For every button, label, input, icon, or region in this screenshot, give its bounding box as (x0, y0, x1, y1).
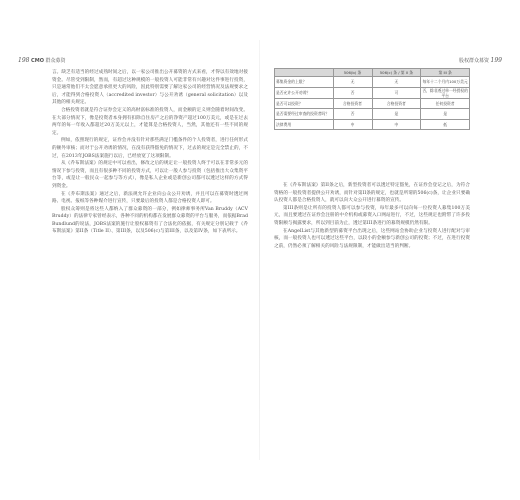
left-page-header (18, 58, 66, 64)
table-cell: 中 (333, 119, 372, 130)
paragraph: 从《乔布斯法案》的规定中可以看出，修改之后的规定让一般投资人终于可以在非常多元的情况下参与投资，而且有很多种不同的投资方式，可以让一般人参与投资（包括推出大众集资平台等，或是让一般民众一起参与等方式），像是私人企业或是新创公司都可以透过这样的方式得到资金。 (52, 161, 248, 189)
table-cell: 是 (421, 109, 470, 120)
table-cell: 否 (333, 87, 372, 98)
right-body-text (274, 182, 470, 250)
table-cell: 是否可以投资？ (275, 98, 334, 109)
table-cell: 任何投资者 (421, 98, 470, 109)
table-cell: 是 (372, 109, 421, 120)
left-body-text (52, 69, 248, 236)
table-cell: 否 (333, 109, 372, 120)
table-cell: 是否需要经过审查的投资者吗？ (275, 109, 334, 120)
table-cell: 募集资金的上限？ (275, 77, 334, 88)
table-header-row (275, 69, 470, 77)
table-cell: 每年十二个月内100万美元 (421, 77, 470, 88)
table-row (275, 98, 470, 109)
right-page-header (459, 58, 502, 64)
page-number: 199 (490, 57, 502, 64)
table-cell: 可 (372, 87, 421, 98)
paragraph: 合格投资者就是符合证券会定义的高财富标准的投资人，而金额的定义则会随着时间改变。在大部分情况下，像是投资者本身拥有扣除自住房产之后的净资产超过100万美元，或是在过去两年的每一年收入都超过20万美元以上，才能算是合格投资人，当然，其他还有一些不同的规定。 (52, 107, 248, 136)
brand-logo: CMO (31, 58, 44, 64)
paragraph: 例如，依照现行的规定，证券会并没有针对那些满足门槛条件的个人投资者，进行任何形式的额外审核；而对于公开劝诱的情况，在没有获得豁免的情况下，过去的规定是完全禁止的，不过，在2013年JOBS法案施行以后，已经放宽了这项限制。 (52, 138, 248, 159)
table-cell: 无 (333, 77, 372, 88)
column-header (275, 69, 334, 77)
table-row (275, 77, 470, 88)
table-cell: 中 (372, 119, 421, 130)
table-cell: 否，除非透过单一经授权的平台 (422, 87, 468, 98)
left-page (0, 58, 260, 438)
column-header: 第 III 条 (421, 69, 470, 77)
paragraph: 股权众筹则是将这些人都纳入了群众募资的一部分，例如律师事务所Van Bruddy（ACV Bruddy）的法律专家曾经表示，各种不同的机构都在发展群众募资的平台与服务，而依据Brad Bundlund的说法，JOBS法案的施行让股权募资有了合法化的依据，有关规定分别记载于《乔布斯法案》第II条（Title II）、第III条，以及506(c)与第III条，以及第IV条，如下表所示。 (52, 206, 248, 235)
running-title: 群众募资 (45, 58, 66, 64)
table-cell: 法律费用 (275, 119, 334, 130)
table-cell: 是否允许公开劝诱？ (275, 87, 334, 98)
paragraph: 在《乔布斯法案》通过之后，新法规允许企业向公众公开劝诱，并且可以在募资时透过网路、电视、报纸等各种媒介进行宣传，只要最后的投资人都是合格投资人即可。 (52, 191, 248, 205)
paragraph: 第III条则是让所有的投资人都可以参与投资，每年最多可以向每一位投资人募集100万美元，而且要透过在证券会注册的中介机构或募资入口网站进行，不过，这些规定也附带了许多投资限额与揭露要求，所以到目前为止，透过第III条进行的募资规模仍然有限。 (274, 205, 470, 226)
table-cell: 合格投资者 (333, 98, 372, 109)
table-cell: 低 (421, 119, 470, 130)
paragraph: 在《乔布斯法案》第II条之后，新型投资者可以透过特定豁免，在证券会登记之后，为符合资格的一般投资者提供公开劝诱，而针对第II条的规定，也就是所谓的506(c)条，让企业只要确认投资人都是合格投资人，就可以向大众公开进行募资的宣传。 (274, 183, 470, 204)
table-cell: 合格投资者 (372, 98, 421, 109)
right-page (260, 58, 520, 438)
column-header: 506(c) 条 / 第 II 条 (372, 69, 421, 77)
paragraph: 在AngelList与其他新型的募资平台出现之后，这些网站会协助企业与投资人进行配对与审核，而一般投资人也可以透过这些平台，以较小的金额参与新创公司的投资；不过，在进行投资之前，仍然必须了解相关的风险与法规限制，才能做出适当的判断。 (274, 228, 470, 249)
paragraph: 言。缺乏有适当的经过成熟时间之后，以一家公司推出公开募资的方式来看，才得以有效地对接资金。尽管受到限制，然而，有超过这种规模的一般投资人可能非常有兴趣对这件事进行投资，只是通常他们不太会愿意承担更大的风险，因此特别需要了解这家公司的经营情况及法规要求之后，才能得到合格投资人（accredited investor）与公开劝诱（general solicitation）以及其他的相关规定。 (52, 70, 248, 106)
comparison-table (274, 68, 470, 130)
table-cell: 无 (372, 77, 421, 88)
column-header: 506(b) 条 (333, 69, 372, 77)
chapter-title: 股权群众募资 (458, 58, 489, 64)
table-row (275, 119, 470, 130)
page-number: 198 (18, 57, 30, 64)
table-row (275, 109, 470, 120)
table-row (275, 87, 470, 98)
